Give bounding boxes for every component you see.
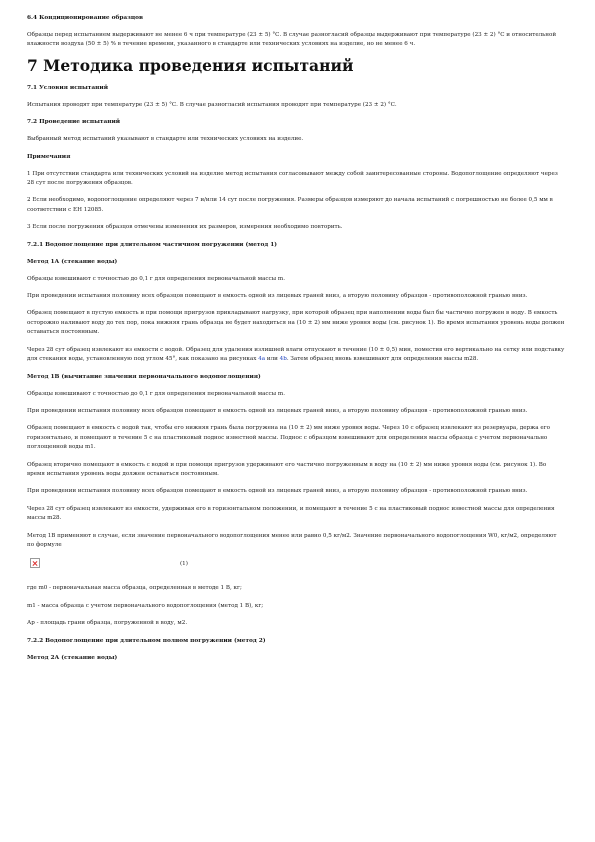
note-3: 3 Если после погружения образцов отмечены изменения их размеров, измерения необходимо повторить. [27, 224, 343, 231]
where-m0: где m0 - первоначальная масса образца, определенная в методе 1 В, кг; [27, 585, 242, 592]
section-7-1-heading: 7.1 Условия испытаний [27, 84, 108, 91]
method-1b-paragraph-1: Образцы взвешивают с точностью до 0,1 г для определения первоначальной массы m. [27, 390, 285, 397]
section-7-2-text: Выбранный метод испытаний указывают в стандарте или технических условиях на изделие. [27, 136, 304, 143]
figure-4b-link[interactable]: 4b [279, 356, 287, 363]
section-7-title: 7 Методика проведения испытаний [27, 55, 354, 75]
method-1a-paragraph-2: При проведении испытания половину всех образцов помещают в емкость одной из лицевых граней вниз, а вторую половину образцов - противоположной гранью вниз. [27, 293, 528, 300]
broken-image-icon [30, 558, 40, 568]
method-2a-heading: Метод 2А (стекание воды) [27, 654, 118, 661]
method-1b-heading: Метод 1В (вычитание значения первоначального водопоглощения) [27, 373, 261, 380]
section-7-1-text: Испытания проводят при температуре (23 ± 5) °С. В случае разногласий испытания проводят при температуре (23 ± 2) °С. [27, 101, 397, 108]
section-7-2-2-heading: 7.2.2 Водопоглощение при длительном полном погружении (метод 2) [27, 637, 266, 644]
formula-row [27, 558, 565, 578]
figure-4a-link[interactable]: 4а [258, 356, 266, 363]
notes-heading: Примечания [27, 153, 71, 160]
method-1a-paragraph-4-start: Через 28 сут образец извлекают из емкости с водой. Образец для удаления излишней влаги отпускают в течение (10 ± 0,5) мин, поместив его вертикально на сетку или подставку для стекания воды, установленную под углом 45°, как показано на рисунках [27, 346, 565, 363]
method-1a-paragraph-4-end: . Затем образец вновь взвешивают для определения массы m28. [286, 356, 479, 363]
section-7-2-1-heading: 7.2.1 Водопоглощение при длительном частичном погружении (метод 1) [27, 241, 278, 248]
section-6-4-text: Образцы перед испытанием выдерживают не менее 6 ч при температуре (23 ± 5) °С. В случае разногласий образцы выдерживают при температуре (23 ± 2) °С и относительной влажности воздуха (50 ± 5) % в течение времени, указанного в стандарте или технических условиях на изделие, но не менее 6 ч. [27, 32, 557, 48]
method-1a-paragraph-4 [27, 346, 565, 365]
method-1b-paragraph-2: При проведении испытания половину всех образцов помещают в емкость одной из лицевых граней вниз, а вторую половину образцов - противоположной гранью вниз. [27, 407, 528, 414]
where-m1: m1 - масса образца с учетом первоначального водопоглощения (метод 1 В), кг; [27, 602, 264, 609]
method-1a-paragraph-3: Образец помещают в пустую емкость и при помощи пригрузов прикладывают нагрузку, при которой образец при наполнении воды был бы частично погружен в воду. В емкость осторожно наливают воду до тех пор, пока нижняя грань образца не будет находиться на (10 ± 2) мм ниже уровня воды (см. рисунок 1). Во время испытания уровень воды должен оставаться постоянным. [27, 310, 565, 336]
method-1b-paragraph-3: Образец помещают в емкость с водой так, чтобы его нижняя грань была погружена на (10 ± 2) мм ниже уровня воды. Через 10 с образец извлекают из резервуара, держа его горизонтально, и помещают в течение 5 с на пластиковый поднос известной массы. Поднос с образцом взвешивают для определения массы образца с учетом первоначально поглощенной воды m1. [27, 425, 550, 451]
section-6-4-heading: 6.4 Кондиционирование образцов [27, 15, 144, 21]
method-1b-paragraph-5: При проведении испытания половину всех образцов помещают в емкость одной из лицевых граней вниз, а вторую половину образцов - противоположной гранью вниз. [27, 488, 528, 495]
note-2: 2 Если необходимо, водопоглощение определяют через 7 и/или 14 сут после погружения. Размеры образцов измеряют до начала испытаний с погрешностью не более 0,5 мм в соответствии с ЕН 12085. [27, 197, 553, 213]
document-page [27, 14, 565, 671]
method-1a-heading: Метод 1А (стекание воды) [27, 258, 118, 265]
where-ap: Ар - площадь грани образца, погруженной в воду, м2. [27, 620, 188, 627]
section-7-2-heading: 7.2 Проведение испытаний [27, 119, 121, 126]
method-1a-paragraph-4-mid: или [265, 356, 280, 363]
method-1b-paragraph-4: Образец вторично помещают в емкость с водой и при помощи пригрузов удерживают его частично погруженным в воду на (10 ± 2) мм ниже уровня воды (см. рисунок 1). Во время испытания уровень воды должен оставаться постоянным. [27, 461, 547, 477]
method-1a-paragraph-1: Образцы взвешивают с точностью до 0,1 г для определения первоначальной массы m. [27, 275, 285, 282]
method-1b-paragraph-7: Метод 1В применяют в случае, если значение первоначального водопоглощения менее или равно 0,5 кг/м2. Значение первоначального водопоглощения W0, кг/м2, определяют по формуле [27, 532, 557, 548]
note-1: 1 При отсутствии стандарта или технических условий на изделие метод испытания согласовывают между собой заинтересованные стороны. Водопоглощение определяют через 28 сут после погружения образцов. [27, 170, 558, 187]
formula-number: (1) [180, 561, 188, 568]
method-1b-paragraph-6: Через 28 сут образец извлекают из емкости, удерживая его в горизонтальном положении, и помещают в течение 5 с на пластиковый поднос известной массы для определения массы m28. [27, 505, 555, 522]
